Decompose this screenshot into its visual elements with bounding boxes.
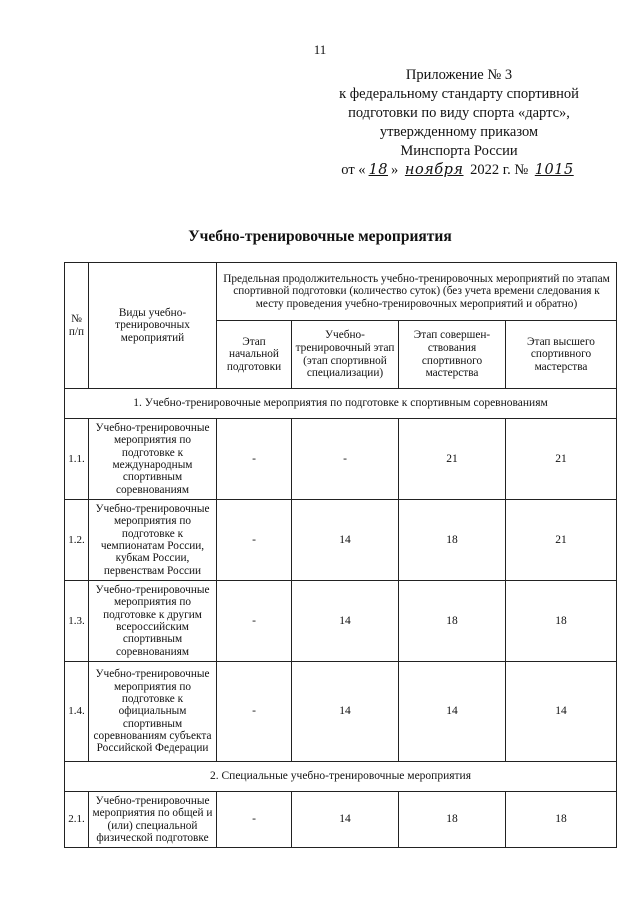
row-value: 14 (399, 662, 506, 762)
row-value: - (217, 662, 292, 762)
row-value: - (292, 419, 399, 500)
appendix-line: Минспорта России (400, 143, 518, 159)
table-row (65, 581, 617, 662)
header-stage-initial: Этап начальной подготовки (217, 321, 292, 389)
row-value: 18 (399, 581, 506, 662)
row-name: Учебно-тренировочные мероприятия по подготовке к официальным спортивным соревнованиям субъекта Российской Федерации (89, 662, 217, 762)
row-num: 1.1. (65, 419, 89, 500)
row-value: - (217, 419, 292, 500)
header-duration: Предельная продолжительность учебно-тренировочных мероприятий по этапам спортивной подготовки (количество суток) (без учета времени следования к месту проведения учебно-тренировочных мероприятий и обратно) (217, 263, 617, 321)
year-text: 2022 г. № (470, 162, 529, 178)
row-value: 14 (292, 500, 399, 581)
row-name: Учебно-тренировочные мероприятия по общей и (или) специальной физической подготовке (89, 792, 217, 848)
table-row (65, 662, 617, 762)
row-value: 14 (506, 662, 617, 762)
header-stage-improvement: Этап совершен-ствования спортивного мастерства (399, 321, 506, 389)
row-value: 21 (506, 419, 617, 500)
header-num: № п/п (65, 263, 89, 389)
row-value: 21 (506, 500, 617, 581)
row-name: Учебно-тренировочные мероприятия по подготовке к международным спортивным соревнованиям (89, 419, 217, 500)
row-name: Учебно-тренировочные мероприятия по подготовке к чемпионатам России, кубкам России, первенствам России (89, 500, 217, 581)
table-row (65, 419, 617, 500)
section-title: 2. Специальные учебно-тренировочные мероприятия (65, 762, 617, 792)
table-row (65, 500, 617, 581)
header-stage-higher: Этап высшего спортивного мастерства (506, 321, 617, 389)
row-value: 18 (399, 792, 506, 848)
table-row (65, 792, 617, 848)
page-number: 11 (313, 42, 327, 57)
row-value: 14 (292, 792, 399, 848)
row-value: - (217, 500, 292, 581)
row-value: 18 (399, 500, 506, 581)
row-num: 1.2. (65, 500, 89, 581)
day-suffix: » (391, 162, 399, 178)
row-value: 14 (292, 581, 399, 662)
row-value: 14 (292, 662, 399, 762)
appendix-line: утвержденному приказом (379, 124, 539, 140)
page-title: Учебно-тренировочные мероприятия (188, 228, 452, 245)
row-value: 18 (506, 581, 617, 662)
handwritten-day: 18 (368, 162, 389, 178)
appendix-line: к федеральному стандарту спортивной (339, 86, 579, 102)
header-kind: Виды учебно-тренировочных мероприятий (89, 263, 217, 389)
appendix-line: подготовки по виду спорта «дартс», (348, 105, 570, 121)
appendix-title: Приложение № 3 (405, 67, 513, 83)
row-num: 2.1. (65, 792, 89, 848)
events-table (64, 262, 617, 848)
row-name: Учебно-тренировочные мероприятия по подготовке к другим всероссийским спортивным соревнованиям (89, 581, 217, 662)
appendix-block (300, 66, 618, 180)
order-date-line (300, 161, 618, 180)
row-value: 21 (399, 419, 506, 500)
handwritten-month: ноября (404, 162, 464, 178)
row-value: - (217, 792, 292, 848)
section-title: 1. Учебно-тренировочные мероприятия по подготовке к спортивным соревнованиям (65, 389, 617, 419)
handwritten-order-number: 1015 (534, 162, 574, 178)
date-prefix: от « (341, 162, 366, 178)
row-value: 18 (506, 792, 617, 848)
row-num: 1.4. (65, 662, 89, 762)
row-num: 1.3. (65, 581, 89, 662)
header-stage-training: Учебно-тренировочный этап (этап спортивной специализации) (292, 321, 399, 389)
row-value: - (217, 581, 292, 662)
